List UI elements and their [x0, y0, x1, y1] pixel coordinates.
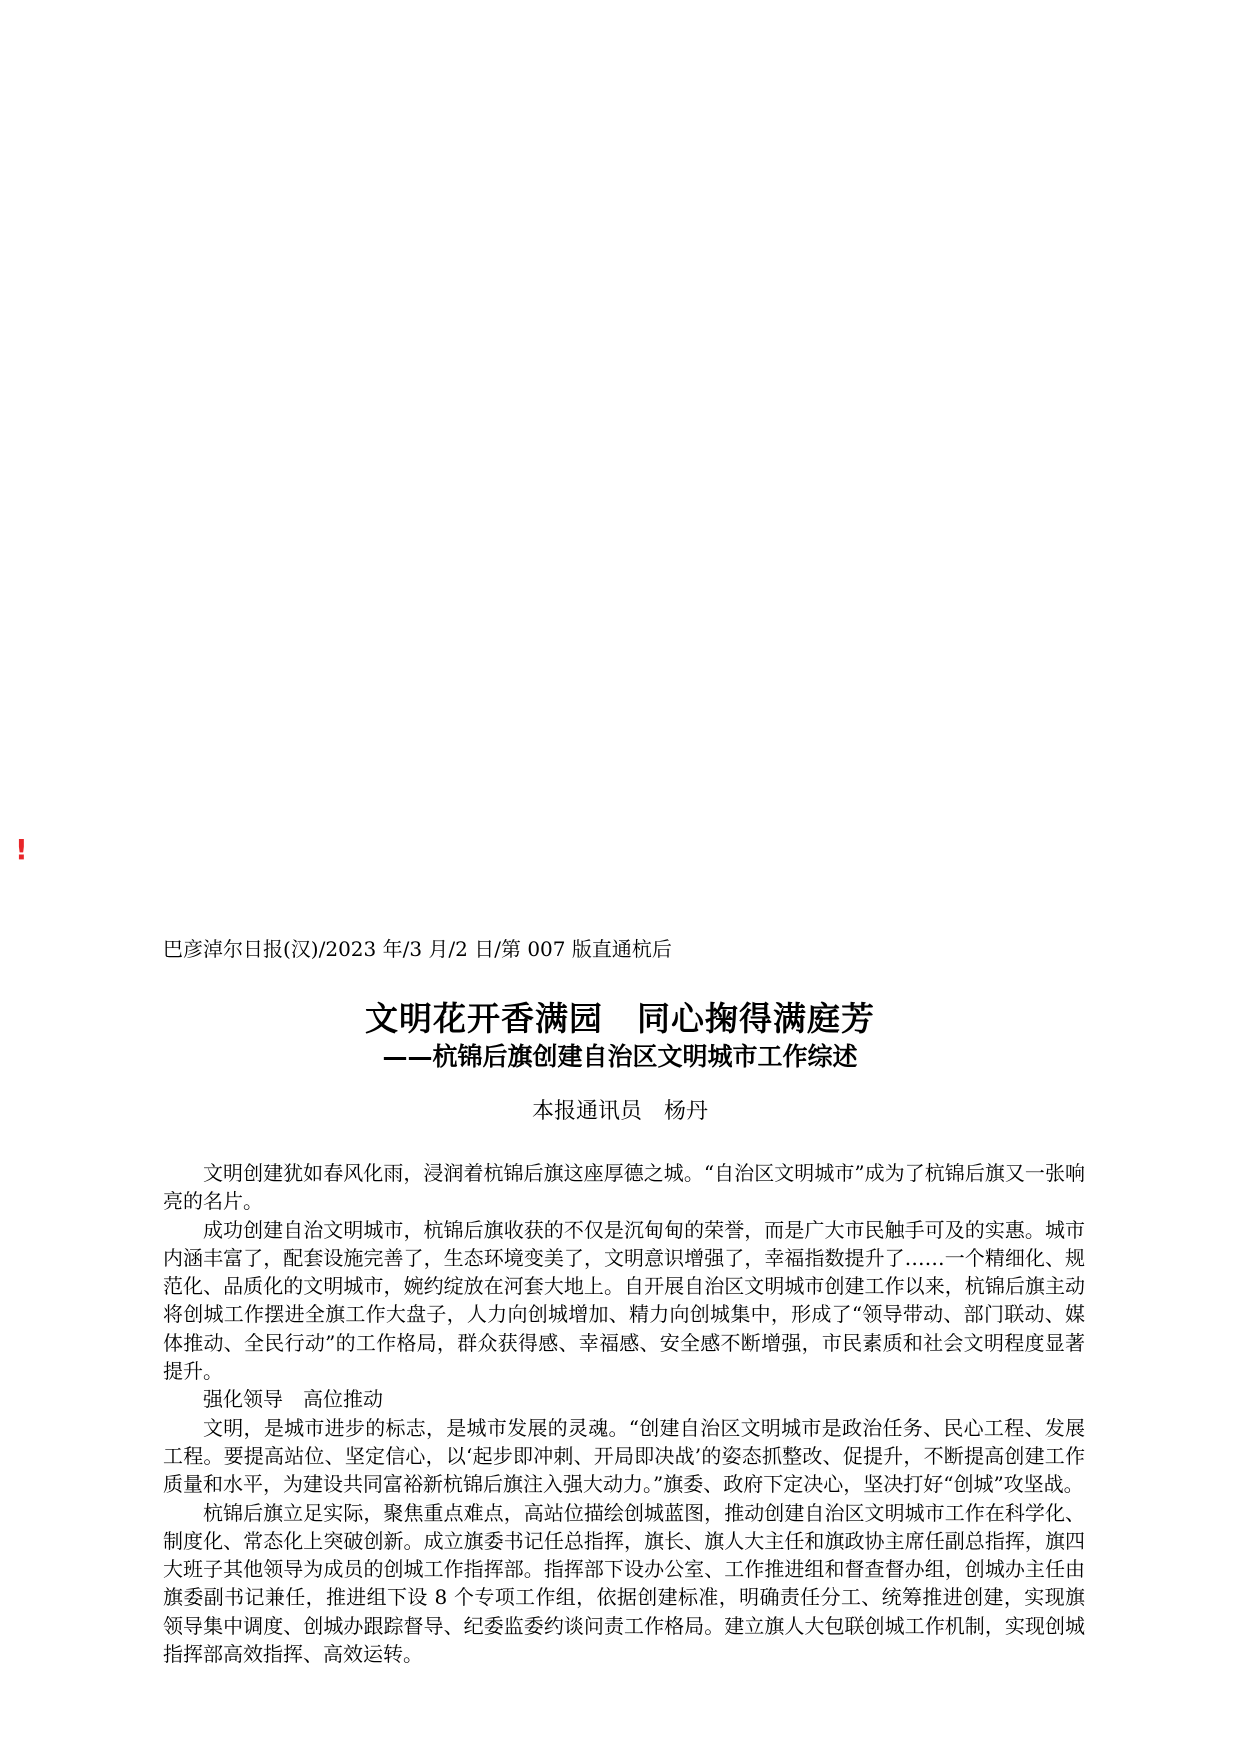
paragraph: 文明，是城市进步的标志，是城市发展的灵魂。“创建自治区文明城市是政治任务、民心工程、发展工程。要提高站位、坚定信心，以‘起步即冲刺、开局即决战’的姿态抓整改、促提升，不断提高创建工作质量和水平，为建设共同富裕新杭锦后旗注入强大动力。”旗委、政府下定决心，坚决打好“创城”攻坚战。: [163, 1415, 1085, 1497]
exclamation-mark: !: [15, 833, 28, 866]
paragraph: 杭锦后旗立足实际，聚焦重点难点，高站位描绘创城蓝图，推动创建自治区文明城市工作在科学化、制度化、常态化上突破创新。成立旗委书记任总指挥，旗长、旗人大主任和旗政协主席任副总指挥，旗四大班子其他领导为成员的创城工作指挥部。指挥部下设办公室、工作推进组和督查督办组，创城办主任由旗委副书记兼任，推进组下设 8 个专项工作组，依据创建标准，明确责任分工、统筹推进创建，实现旗领导集中调度、创城办跟踪督导、纪委监委约谈问责工作格局。建立旗人大包联创城工作机制，实现创城指挥部高效指挥、高效运转。: [163, 1500, 1085, 1667]
article-body: [163, 1159, 1085, 1668]
article-title: 文明花开香满园 同心掬得满庭芳: [365, 999, 875, 1038]
section-heading: 强化领导 高位推动: [203, 1387, 383, 1412]
article-subtitle: ——杭锦后旗创建自治区文明城市工作综述: [382, 1042, 858, 1071]
source-line: 巴彦淖尔日报(汉)/2023 年/3 月/2 日/第 007 版直通杭后: [163, 937, 672, 961]
paragraph: 成功创建自治文明城市，杭锦后旗收获的不仅是沉甸甸的荣誉，而是广大市民触手可及的实惠。城市内涵丰富了，配套设施完善了，生态环境变美了，文明意识增强了，幸福指数提升了……一个精细化、规范化、品质化的文明城市，婉约绽放在河套大地上。自开展自治区文明城市创建工作以来，杭锦后旗主动将创城工作摆进全旗工作大盘子，人力向创城增加、精力向创城集中，形成了“领导带动、部门联动、媒体推动、全民行动”的工作格局，群众获得感、幸福感、安全感不断增强，市民素质和社会文明程度显著提升。: [163, 1217, 1085, 1384]
paragraph: 文明创建犹如春风化雨，浸润着杭锦后旗这座厚德之城。“自治区文明城市”成为了杭锦后旗又一张响亮的名片。: [163, 1161, 1085, 1214]
byline: 本报通讯员 杨丹: [531, 1099, 708, 1124]
